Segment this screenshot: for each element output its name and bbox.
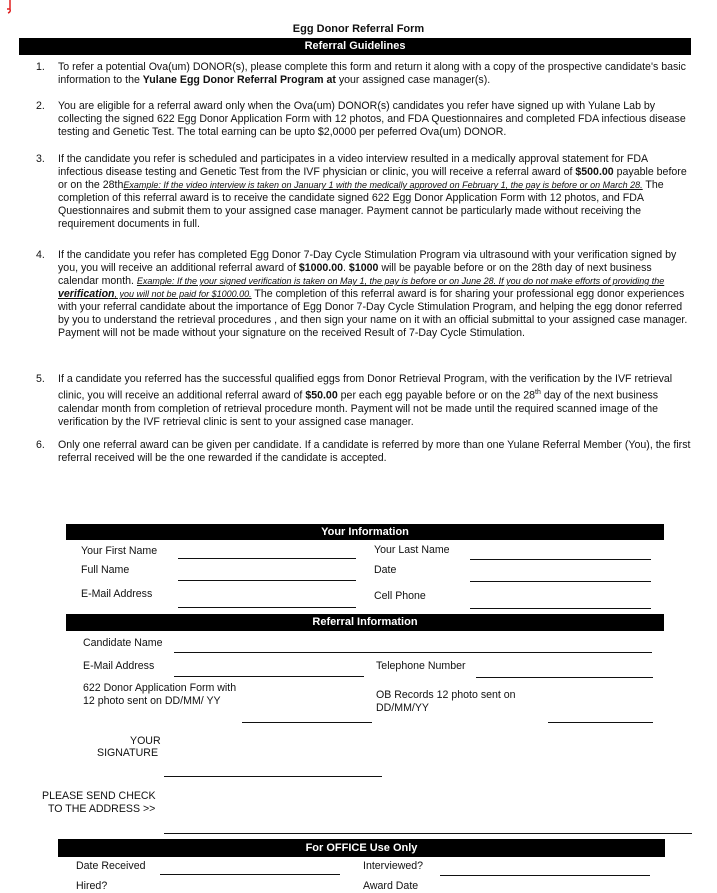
form-title: Egg Donor Referral Form xyxy=(292,23,425,35)
award-date-label: Award Date xyxy=(363,880,419,892)
guidelines-header: Referral Guidelines xyxy=(19,38,691,55)
first-name-field[interactable] xyxy=(178,558,356,559)
signature-field[interactable] xyxy=(164,776,382,777)
email-field[interactable] xyxy=(178,607,356,608)
application-form-label: 622 Donor Application Form with 12 photo sent on DD/MM/ YY xyxy=(83,682,237,707)
full-name-label: Full Name xyxy=(81,564,130,576)
referral-email-field[interactable] xyxy=(174,676,364,677)
guideline-item-4: 4. If the candidate you refer has completed Egg Donor 7-Day Cycle Stimulation Program via ultrasound with your verification signed by you, you will receive an additional referral award of $1000.00. $1000 will be payable before or on the 28th day of next business calendar month. Example: If the your signed verification is taken on May 1, the pay is before or on June 28. If you do not make efforts of providing the verification, you will not be paid for $1000.00. The completion of this referral award is for sharing your professional egg donor experiences with your referral candidate about the importance of Egg Donor 7-Day Cycle Stimulation Program, and helping the egg donor referred by you to understand the retrieval procedures , and then sign your name on it with an official submittal to your assigned case manager. Payment will not be made without your signature on the received Result of 7-Day Cycle Stimulation. xyxy=(36,249,688,339)
last-name-field[interactable] xyxy=(470,559,651,560)
date-label: Date xyxy=(374,564,397,576)
interviewed-label: Interviewed? xyxy=(363,860,424,872)
referral-info-header: Referral Information xyxy=(66,614,664,631)
send-check-label-line1: PLEASE SEND CHECK xyxy=(42,790,156,802)
interviewed-field[interactable] xyxy=(440,875,650,876)
telephone-field[interactable] xyxy=(476,677,653,678)
hired-label: Hired? xyxy=(76,880,108,892)
candidate-name-label: Candidate Name xyxy=(83,637,163,649)
guideline-item-6: 6. Only one referral award can be given per candidate. If a candidate is referred by more than one Yulane Referral Member (You), the first referral received will be the one rewarded if the candidate is accepted. xyxy=(36,439,691,464)
your-info-header: Your Information xyxy=(66,524,664,540)
guideline-item-3: 3. If the candidate you refer is scheduled and participates in a video interview resulted in a medically approval statement for FDA infectious disease testing and Genetic Test from the IVF physician or clinic, you will receive a referral award of $500.00 payable before or on the 28thExample: If the video interview is taken on January 1 with the medically approved on February 1, the pay is before or on March 28. The completion of this referral award is to receive the candidate signed 622 Egg Donor Application Form with 12 photos, and FDA Questionnaires and submit them to your assigned case manager. Payment cannot be particularly made without receiving the requirement documents in full. xyxy=(36,153,687,230)
signature-label-line2: SIGNATURE xyxy=(97,747,159,759)
guideline-item-2: 2. You are eligible for a referral award only when the Ova(um) DONOR(s) candidates you refer have signed up with Yulane Lab by collecting the signed 622 Egg Donor Application Form with 12 photos, and FDA Questionnaires and completed FDA infectious disease testing and Genetic Test. The total earning can be upto $2,0000 per peferred Ova(um) DONOR. xyxy=(36,100,686,138)
date-received-field[interactable] xyxy=(160,874,340,875)
candidate-name-field[interactable] xyxy=(174,652,652,653)
red-marker-icon xyxy=(6,0,16,14)
email-label: E-Mail Address xyxy=(81,588,153,600)
send-check-label-line2: TO THE ADDRESS >> xyxy=(48,803,156,815)
date-field[interactable] xyxy=(470,581,651,582)
signature-label-line1: YOUR xyxy=(130,735,161,747)
application-form-date-field[interactable] xyxy=(242,722,372,723)
date-received-label: Date Received xyxy=(76,860,146,872)
full-name-field[interactable] xyxy=(178,580,356,581)
ob-records-date-field[interactable] xyxy=(548,722,653,723)
telephone-label: Telephone Number xyxy=(376,660,466,672)
guidelines-list xyxy=(36,61,692,469)
last-name-label: Your Last Name xyxy=(374,544,450,556)
first-name-label: Your First Name xyxy=(81,545,158,557)
address-field[interactable] xyxy=(164,833,692,834)
cell-phone-field[interactable] xyxy=(470,608,651,609)
guideline-item-5: 5. If a candidate you referred has the successful qualified eggs from Donor Retrieval Program, with the verification by the IVF retrieval clinic, you will receive an additional referral award of $50.00 per each egg payable before or on the 28th day of the next business calendar month from completion of retrieval procedure month. Payment will not be made until the required scanned image of the verification by the IVF retrieval clinic is sent to your assigned case manager. xyxy=(36,373,673,428)
office-use-header: For OFFICE Use Only xyxy=(58,839,665,857)
ob-records-label: OB Records 12 photo sent on DD/MM/YY xyxy=(376,689,516,714)
guideline-item-1: 1. To refer a potential Ova(um) DONOR(s), please complete this form and return it along with a copy of the prospective candidate's basic information to the Yulane Egg Donor Referral Program at your assigned case manager(s). xyxy=(36,61,686,86)
referral-email-label: E-Mail Address xyxy=(83,660,155,672)
cell-phone-label: Cell Phone xyxy=(374,590,426,602)
